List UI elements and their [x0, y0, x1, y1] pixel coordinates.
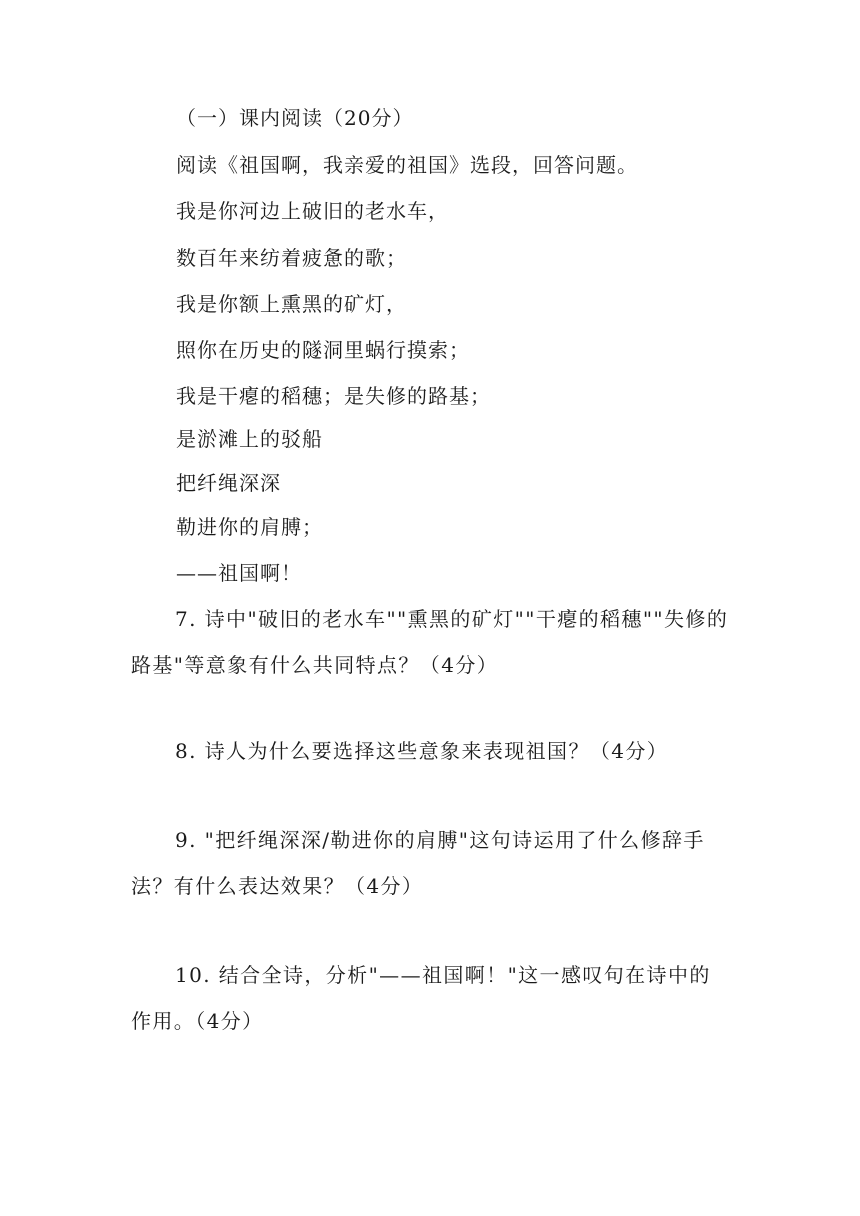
- poem-line: 勒进你的肩膊；: [176, 515, 323, 539]
- question-10: 10. 结合全诗，分析"——祖国啊！"这一感叹句在诗中的作用。（4分）: [131, 963, 711, 1033]
- poem-line: 照你在历史的隧洞里蜗行摸索；: [176, 338, 470, 362]
- section-title: （一）课内阅读（20分）: [176, 106, 414, 130]
- poem-line: 我是你额上熏黑的矿灯，: [176, 292, 407, 316]
- question-7: 7. 诗中"破旧的老水车""熏黑的矿灯""干瘪的稻穗""失修的路基"等意象有什么共同特点？（4分）: [131, 607, 729, 677]
- question-9: 9. "把纤绳深深/勒进你的肩膊"这句诗运用了什么修辞手法？有什么表达效果？（4分）: [131, 828, 705, 898]
- poem-line: 我是你河边上破旧的老水车，: [176, 199, 449, 223]
- poem-line: 我是干瘪的稻穗；是失修的路基；: [176, 384, 491, 408]
- reading-instruction: 阅读《祖国啊，我亲爱的祖国》选段，回答问题。: [176, 153, 638, 177]
- poem-line: ——祖国啊！: [176, 561, 302, 585]
- poem-line: 把纤绳深深: [176, 471, 281, 495]
- poem-line: 数百年来纺着疲惫的歌；: [176, 246, 407, 270]
- poem-line: 是淤滩上的驳船: [176, 427, 323, 451]
- question-8: 8. 诗人为什么要选择这些意象来表现祖国？（4分）: [175, 739, 669, 763]
